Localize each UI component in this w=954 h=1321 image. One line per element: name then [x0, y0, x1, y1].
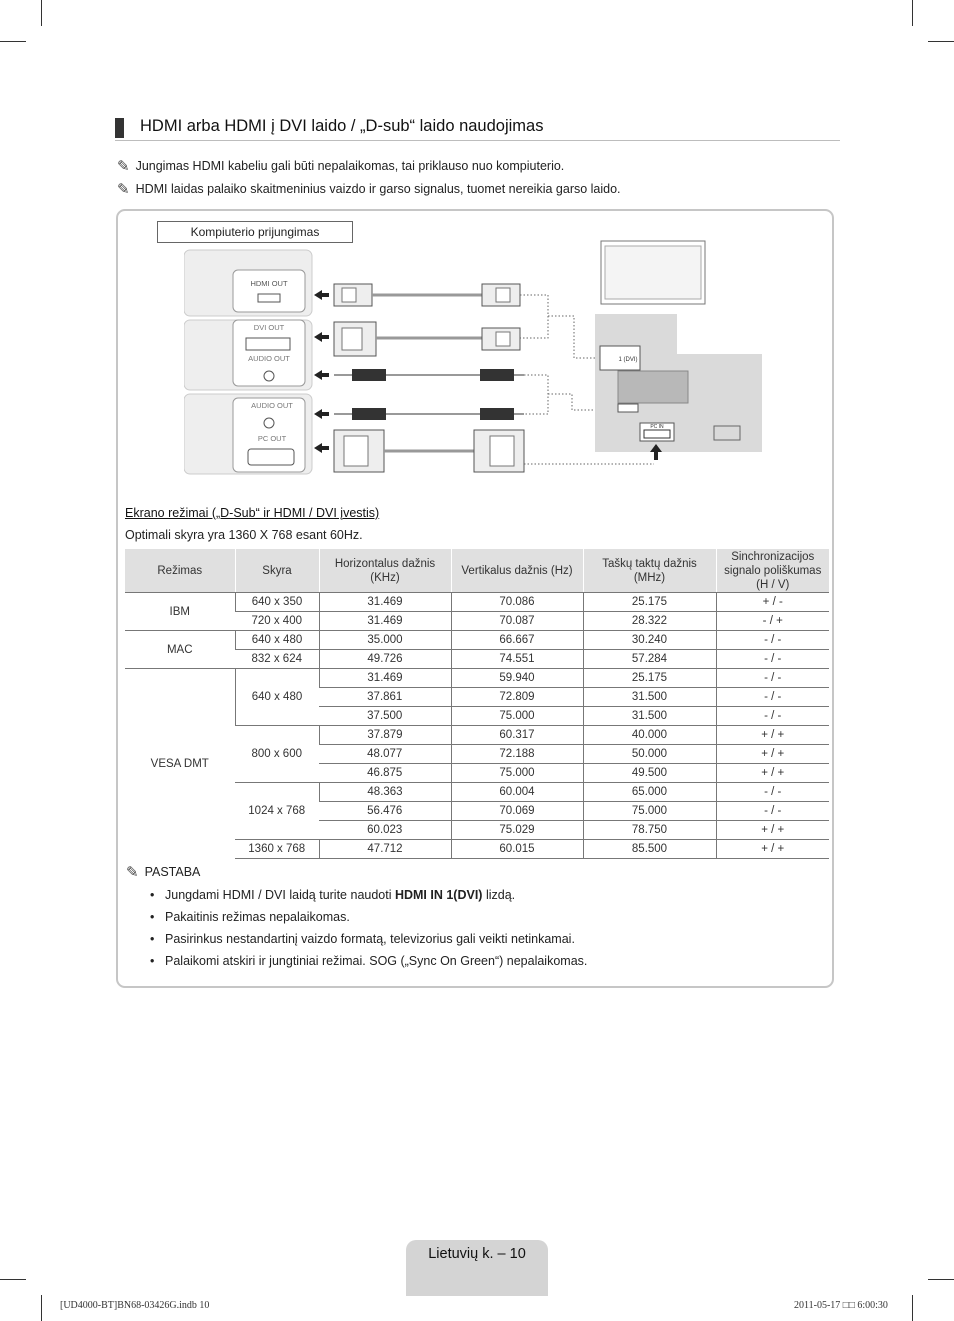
pencil-icon: ✎	[126, 864, 139, 881]
crop-mark	[928, 41, 954, 42]
page-number: Lietuvių k. – 10	[428, 1246, 526, 1262]
table-header-row	[125, 549, 829, 593]
cell-vfreq: 60.317	[451, 726, 583, 745]
cell-clock: 30.240	[583, 631, 716, 650]
cell-hfreq: 31.469	[319, 593, 451, 612]
cell-sync: - / -	[716, 783, 829, 802]
cell-res: 640 x 480	[235, 669, 319, 726]
list-item: • Pakaitinis režimas nepalaikomas.	[150, 907, 587, 929]
page-number-tab	[406, 1240, 548, 1296]
pastaba-heading	[126, 863, 200, 881]
cell-hfreq: 46.875	[319, 764, 451, 783]
note-2-text: HDMI laidas palaiko skaitmeninius vaizdo ir garso signalus, tuomet nereikia garso laido.	[135, 182, 621, 196]
bullet-1-bold: HDMI IN 1(DVI)	[394, 888, 483, 902]
footer-timestamp: 2011-05-17 □□ 6:00:30	[794, 1300, 888, 1311]
crop-mark	[41, 0, 42, 26]
cell-sync: + / +	[716, 764, 829, 783]
crop-mark	[0, 1279, 26, 1280]
cell-sync: - / -	[716, 688, 829, 707]
bullet-1-tail: lizdą.	[482, 888, 516, 902]
header-clock: Taškų taktų dažnis (MHz)	[583, 549, 716, 593]
arrow-icon	[314, 290, 329, 453]
cell-hfreq: 47.712	[319, 840, 451, 859]
cell-vfreq: 72.809	[451, 688, 583, 707]
hdmi-out-box	[233, 270, 305, 312]
cell-hfreq: 37.500	[319, 707, 451, 726]
cell-res: 832 x 624	[235, 650, 319, 669]
table-row	[125, 631, 829, 650]
tv-port-dvi-label: 1 (DVI)	[618, 357, 638, 363]
cell-hfreq: 56.476	[319, 802, 451, 821]
cell-sync: + / +	[716, 745, 829, 764]
cell-vfreq: 72.188	[451, 745, 583, 764]
display-modes-table	[125, 549, 829, 859]
cell-vfreq: 59.940	[451, 669, 583, 688]
cell-clock: 49.500	[583, 764, 716, 783]
cell-sync: + / -	[716, 593, 829, 612]
cell-hfreq: 37.879	[319, 726, 451, 745]
port-dvi-out-label: DVI OUT	[253, 323, 285, 332]
cell-sync: + / +	[716, 821, 829, 840]
section-title-text: HDMI arba HDMI į DVI laido / „D-sub“ laido naudojimas	[140, 117, 544, 135]
cell-hfreq: 60.023	[319, 821, 451, 840]
cell-hfreq: 31.469	[319, 669, 451, 688]
cell-vfreq: 70.087	[451, 612, 583, 631]
cell-vfreq: 75.029	[451, 821, 583, 840]
tv-screen-icon	[605, 246, 701, 299]
audio-cable	[334, 408, 524, 420]
cell-clock: 85.500	[583, 840, 716, 859]
cell-clock: 75.000	[583, 802, 716, 821]
cell-sync: - / -	[716, 802, 829, 821]
list-item: • Pasirinkus nestandartinį vaizdo formatą, televizorius gali veikti netinkamai.	[150, 929, 587, 951]
header-sync: Sinchronizacijos signalo poliškumas (H / V)	[716, 549, 829, 593]
tv-audio-box	[618, 404, 638, 412]
section-title	[115, 116, 840, 141]
port-hdmi-out-label: HDMI OUT	[250, 279, 288, 288]
crop-mark	[0, 41, 26, 42]
note-2	[117, 180, 621, 198]
pastaba-list	[150, 885, 587, 973]
cell-clock: 31.500	[583, 707, 716, 726]
group-ibm: IBM	[125, 593, 235, 631]
cell-sync: - / -	[716, 650, 829, 669]
tv-port-pc-label: PC IN	[650, 424, 664, 430]
cell-sync: + / +	[716, 840, 829, 859]
port-audio-out-label: AUDIO OUT	[248, 354, 290, 363]
cell-clock: 25.175	[583, 593, 716, 612]
tv-av-ports	[618, 371, 688, 403]
cell-hfreq: 37.861	[319, 688, 451, 707]
modes-subtitle: Optimali skyra yra 1360 X 768 esant 60Hz.	[125, 528, 363, 542]
group-vesa: VESA DMT	[125, 669, 235, 859]
cell-vfreq: 70.069	[451, 802, 583, 821]
cell-hfreq: 35.000	[319, 631, 451, 650]
cell-hfreq: 31.469	[319, 612, 451, 631]
header-hfreq: Horizontalus dažnis (KHz)	[319, 549, 451, 593]
hdmi-cable	[334, 284, 520, 306]
note-1	[117, 157, 564, 175]
audio-cable	[334, 369, 524, 381]
table-row	[125, 593, 829, 612]
dsub-cable	[334, 430, 524, 472]
cell-vfreq: 74.551	[451, 650, 583, 669]
group-mac: MAC	[125, 631, 235, 669]
table-row	[125, 669, 829, 688]
cell-sync: - / +	[716, 612, 829, 631]
dvi-hdmi-cable	[334, 322, 520, 356]
cell-clock: 28.322	[583, 612, 716, 631]
cell-res: 1360 x 768	[235, 840, 319, 859]
pastaba-title: PASTABA	[144, 865, 201, 879]
connection-diagram	[184, 238, 764, 478]
bullet-1-text: Jungdami HDMI / DVI laidą turite naudoti	[165, 888, 395, 902]
cell-clock: 78.750	[583, 821, 716, 840]
cell-hfreq: 48.363	[319, 783, 451, 802]
port-audio-out-label: AUDIO OUT	[251, 401, 293, 410]
cell-sync: - / -	[716, 669, 829, 688]
header-resolution: Skyra	[235, 549, 319, 593]
port-pc-out-label: PC OUT	[257, 434, 287, 443]
cell-sync: + / +	[716, 726, 829, 745]
header-vfreq: Vertikalus dažnis (Hz)	[451, 549, 583, 593]
footer-file: [UD4000-BT]BN68-03426G.indb 10	[60, 1300, 210, 1311]
cell-res: 800 x 600	[235, 726, 319, 783]
cell-vfreq: 60.004	[451, 783, 583, 802]
cell-vfreq: 75.000	[451, 764, 583, 783]
cell-vfreq: 66.667	[451, 631, 583, 650]
list-item	[150, 885, 587, 907]
section-title-bar	[115, 118, 124, 138]
modes-title: Ekrano režimai („D-Sub“ ir HDMI / DVI įvestis)	[125, 506, 380, 520]
cell-vfreq: 75.000	[451, 707, 583, 726]
cell-clock: 25.175	[583, 669, 716, 688]
cell-clock: 40.000	[583, 726, 716, 745]
cell-sync: - / -	[716, 631, 829, 650]
cell-clock: 65.000	[583, 783, 716, 802]
cell-hfreq: 48.077	[319, 745, 451, 764]
cell-clock: 50.000	[583, 745, 716, 764]
crop-mark	[912, 1295, 913, 1321]
cell-vfreq: 60.015	[451, 840, 583, 859]
diagram-title: Kompiuterio prijungimas	[157, 221, 353, 243]
pencil-icon: ✎	[117, 158, 130, 175]
cell-res: 640 x 350	[235, 593, 319, 612]
cell-clock: 57.284	[583, 650, 716, 669]
cell-res: 1024 x 768	[235, 783, 319, 840]
cell-clock: 31.500	[583, 688, 716, 707]
cell-res: 720 x 400	[235, 612, 319, 631]
list-item: • Palaikomi atskiri ir jungtiniai režimai. SOG („Sync On Green“) nepalaikomas.	[150, 951, 587, 973]
pencil-icon: ✎	[117, 181, 130, 198]
crop-mark	[41, 1295, 42, 1321]
crop-mark	[928, 1279, 954, 1280]
crop-mark	[912, 0, 913, 26]
cell-res: 640 x 480	[235, 631, 319, 650]
cell-sync: - / -	[716, 707, 829, 726]
header-mode: Režimas	[125, 549, 235, 593]
cell-hfreq: 49.726	[319, 650, 451, 669]
note-1-text: Jungimas HDMI kabeliu gali būti nepalaikomas, tai priklauso nuo kompiuterio.	[135, 159, 565, 173]
cell-vfreq: 70.086	[451, 593, 583, 612]
tv-back-panel	[677, 354, 762, 452]
